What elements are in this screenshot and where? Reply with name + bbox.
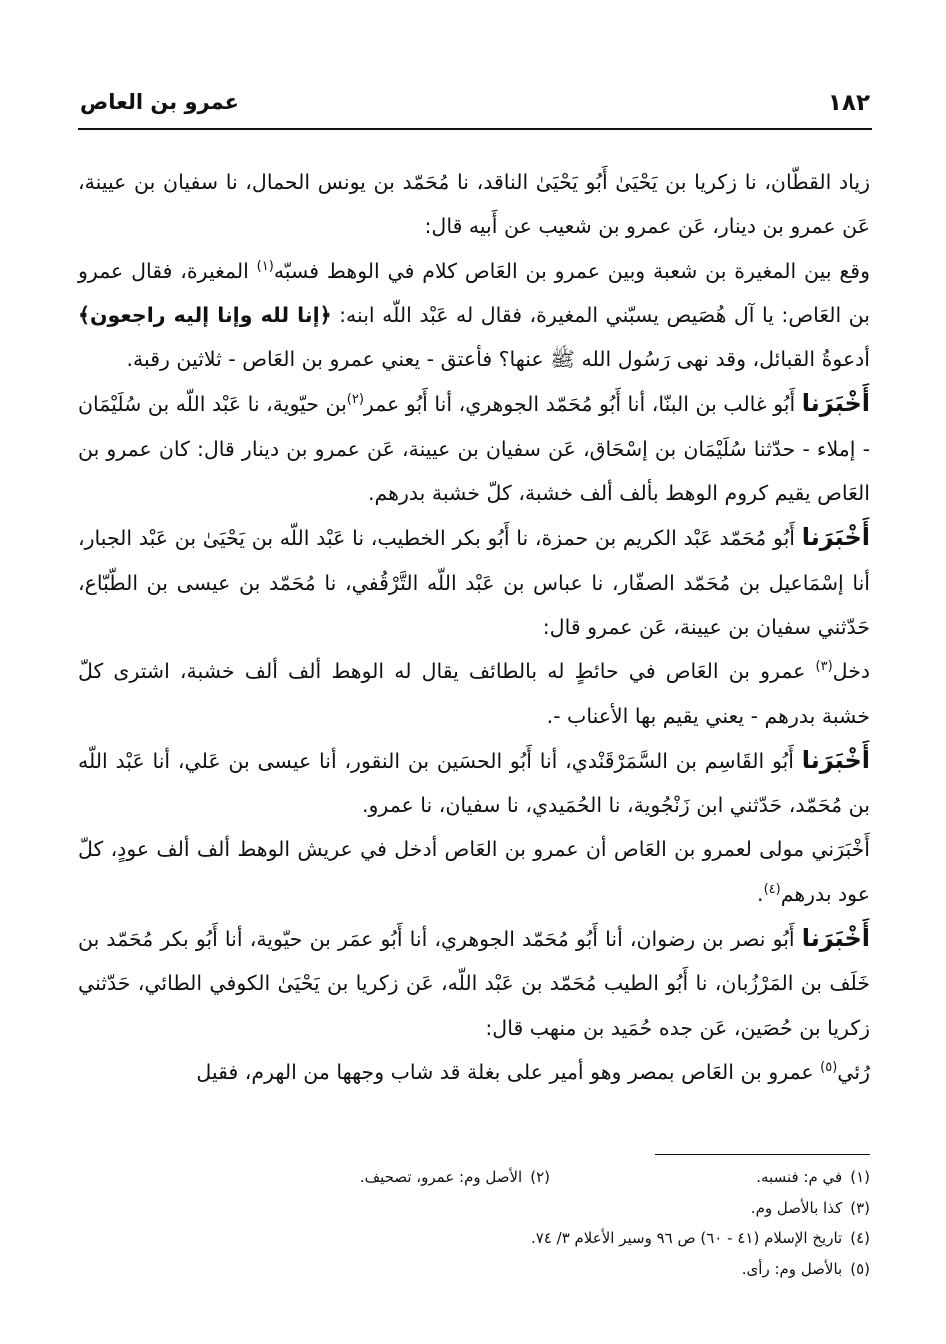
footnote-text: تاريخ الإسلام (٤١ - ٦٠) ص ٩٦ وسير الأعلام ٣/ ٧٤. xyxy=(530,1229,843,1247)
paragraph-lead-word: أَخْبَرَنا xyxy=(801,745,870,774)
footnote-row xyxy=(78,1223,870,1254)
footnote-marker: (٣) xyxy=(815,659,833,675)
text-segment: أَبُو القَاسِم بن السَّمَرْقَنْدي، أنا أَبُو الحسَين بن النقور، أنا عيسى بن عَلي، أنا عَبْد اللّه بن مُحَمّد، حَدّثني ابن زَنْجُوية، نا الحُمَيدي، نا سفيان، نا عمرو. xyxy=(78,748,870,818)
text-segment: عمرو بن العَاص بمصر وهو أمير على بغلة قد شاب وجهها من الهرم، فقيل xyxy=(196,1059,821,1084)
quranic-quote: ﴿إنا لله وإنا إليه راجعون﴾ xyxy=(78,302,332,327)
footnote-text: في م: فنسبه. xyxy=(756,1168,843,1186)
footnote-text: بالأصل وم: رأى. xyxy=(741,1259,843,1278)
text-segment: أَبُو غالب بن البنّا، أنا أَبُو مُحَمّد الجوهري، أنا أَبُو عمر xyxy=(363,392,802,417)
footnote-row xyxy=(78,1162,870,1193)
text-segment: وقع بين المغيرة بن شعبة وبين عمرو بن العَاص كلام في الوهط فسبّه xyxy=(273,258,870,283)
paragraph-lead-word: أَخْبَرَنا xyxy=(801,924,870,953)
paragraph-lead-word: أَخْبَرَنا xyxy=(801,389,871,418)
paragraph xyxy=(78,381,870,515)
text-segment: زياد القطّان، نا زكريا بن يَحْيَىٰ أَبُو يَحْيَىٰ الناقد، نا مُحَمّد بن يونس الحمال، نا سفيان بن عيينة، عَن عمرو بن دينار، عَن عمرو بن شعيب عن أَبيه قال: xyxy=(78,170,870,239)
paragraph xyxy=(78,738,870,828)
text-segment: دخل xyxy=(832,659,870,684)
footnote-number: (٢) xyxy=(530,1168,550,1186)
text-segment: أَبُو نصر بن رضوان، أنا أَبُو مُحَمّد الجوهري، أنا أَبُو عمَر بن حيّوية، أنا أَبُو بكر مُحَمّد بن خَلَف بن المَرْزُبان، نا أَبُو الطيب مُحَمّد بن عَبْد اللّه، عَن زكريا بن يَحْيَىٰ الكوفي الطائي، حَدّثني زكريا بن حُصَين، عَن جده حُمَيد بن منهب قال: xyxy=(78,927,870,1040)
main-text xyxy=(78,160,870,1094)
text-segment: عمرو بن العَاص في حائطٍ له بالطائف يقال له الوهط ألف ألف خشبة، اشترى كلّ خشبة بدرهم - يعني يقيم بها الأعناب -. xyxy=(78,659,870,728)
text-segment: . xyxy=(757,881,764,906)
footnote-number: (٥) xyxy=(850,1259,870,1278)
paragraph xyxy=(78,827,870,916)
footnote xyxy=(360,1162,550,1193)
header-rule xyxy=(78,128,872,130)
text-segment: رُئي xyxy=(837,1059,870,1084)
footnote xyxy=(742,1254,870,1285)
footnote xyxy=(531,1223,870,1254)
paragraph xyxy=(78,515,870,649)
paragraph xyxy=(78,1050,870,1094)
paragraph xyxy=(78,160,870,249)
footnote-text: كذا بالأصل وم. xyxy=(750,1198,843,1217)
footnote xyxy=(751,1193,870,1224)
footnote-number: (١) xyxy=(850,1168,870,1186)
paragraph xyxy=(78,916,870,1050)
footnote-marker: (١) xyxy=(256,258,274,274)
running-title: عمرو بن العاص xyxy=(80,90,240,114)
text-segment: أدعوةُ القبائل، وقد نهى رَسُول الله ﷺ عنها؟ فأعتق - يعني عمرو بن العَاص - ثلاثين رقبة. xyxy=(126,347,870,372)
footnotes xyxy=(78,1162,870,1284)
page-number: ١٨٢ xyxy=(827,90,870,116)
footnote-number: (٣) xyxy=(850,1198,870,1217)
footnote-marker: (٢) xyxy=(346,392,364,408)
paragraph-lead-word: أَخْبَرَنا xyxy=(801,523,870,552)
page-header xyxy=(80,90,870,124)
text-segment: أَخْبَرَني مولى لعمرو بن العَاص أن عمرو بن العَاص أدخل في عريش الوهط ألف ألف عودٍ، كلّ عود بدرهم xyxy=(78,837,870,906)
footnote xyxy=(550,1162,870,1193)
footnote-text: الأصل وم: عمرو، تصحيف. xyxy=(359,1168,523,1186)
footnote-rule xyxy=(655,1154,870,1155)
text-segment: المغيرة، فقال عمرو بن العَاص: يا آل هُصَيص يسبّني المغيرة، فقال له عَبْد اللّه ابنه: xyxy=(78,258,870,327)
footnote-marker: (٤) xyxy=(763,881,781,897)
text-segment: بن حيّوية، نا عَبْد اللّه بن سُلَيْمَان - إملاء - حدّثنا سُلَيْمَان بن إسْحَاق، عَن سفيان بن عيينة، عَن عمرو بن دينار قال: كان عمرو بن العَاص يقيم كروم الوهط بألف ألف خشبة، كلّ خشبة بدرهم. xyxy=(78,392,870,506)
footnote-row xyxy=(78,1254,870,1285)
paragraph xyxy=(78,249,870,382)
footnote-row xyxy=(78,1193,870,1224)
paragraph xyxy=(78,649,870,738)
text-segment: أَبُو مُحَمّد عَبْد الكريم بن حمزة، نا أَبُو بكر الخطيب، نا عَبْد اللّه بن يَحْيَىٰ بن عَبْد الجبار، أنا إسْمَاعيل بن مُحَمّد الصفّار، نا عباس بن عَبْد اللّه التَّرْقُفي، نا مُحَمّد بن عيسى بن الطّبّاع، حَدّثني سفيان بن عيينة، عَن عمرو قال: xyxy=(78,526,870,639)
footnote-number: (٤) xyxy=(850,1229,870,1247)
footnote-marker: (٥) xyxy=(820,1060,838,1076)
